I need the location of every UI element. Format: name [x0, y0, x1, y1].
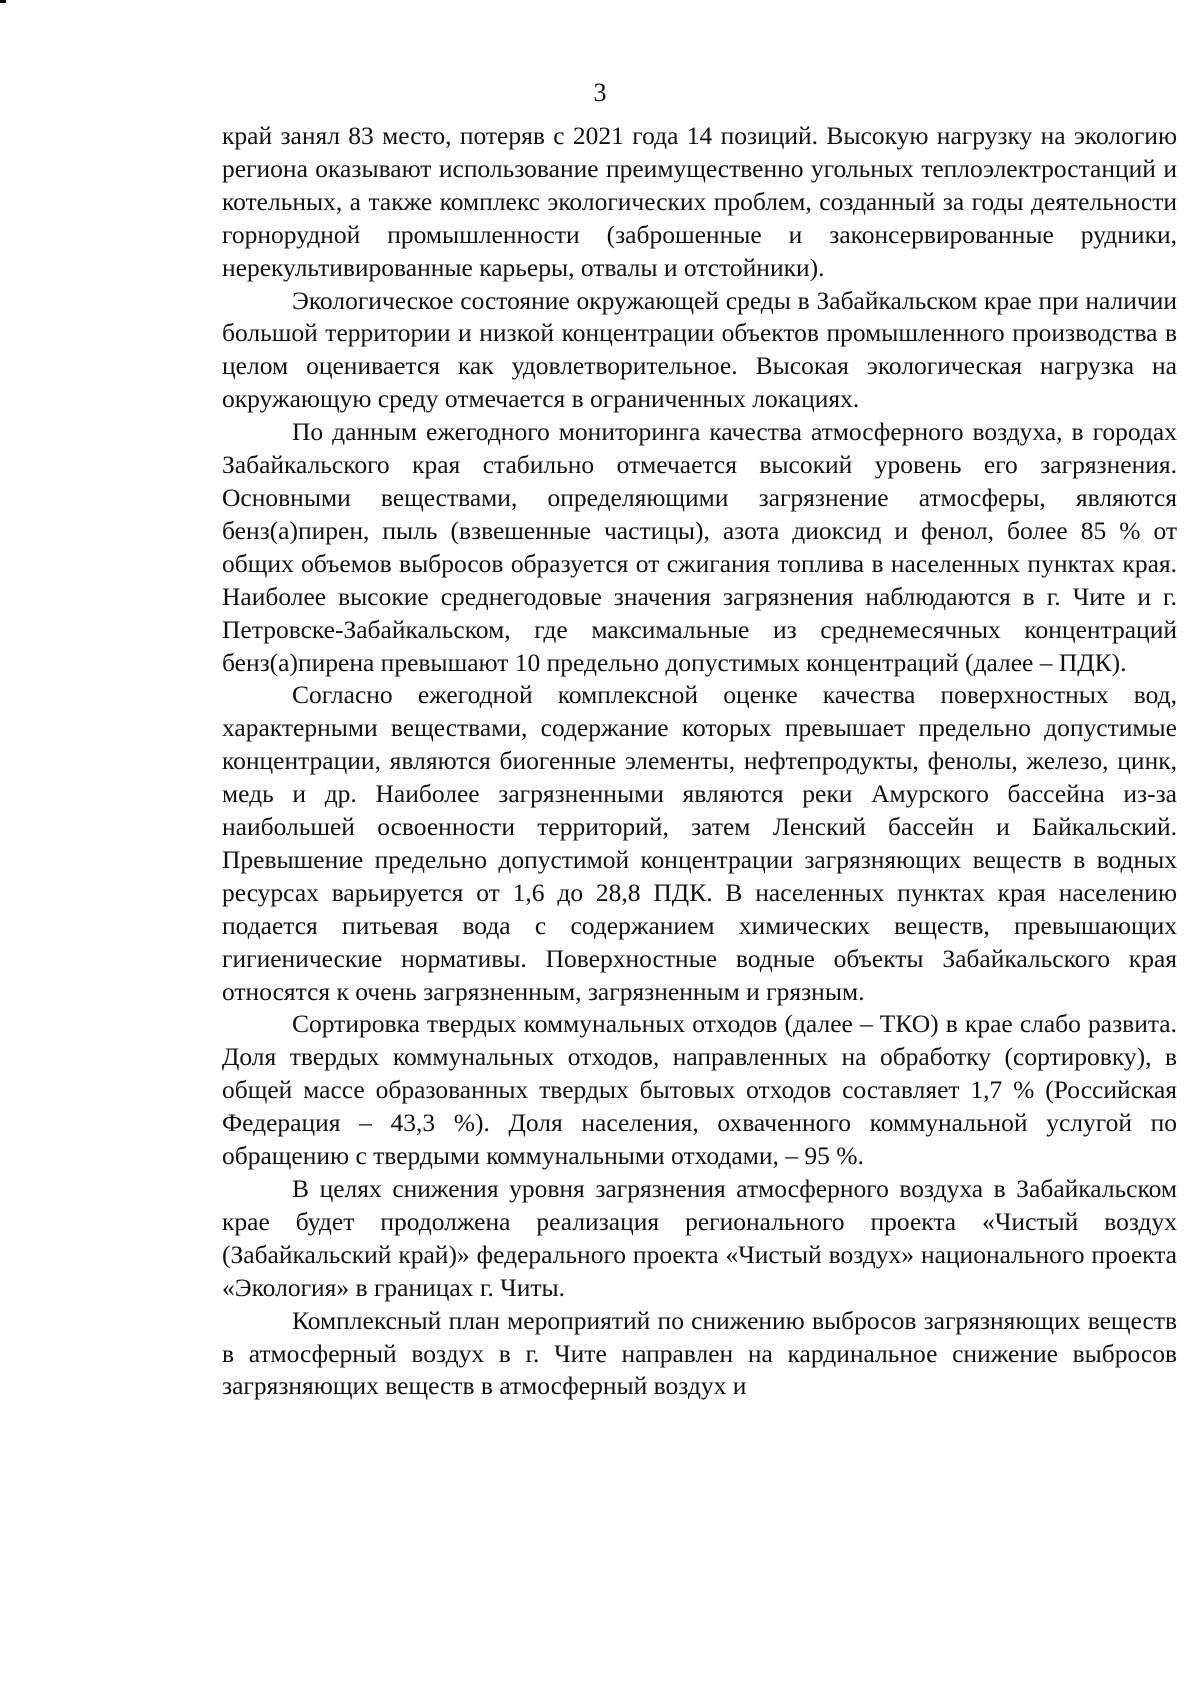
- paragraph-6: В целях снижения уровня загрязнения атмосферного воздуха в Забайкальском крае будет продолжена реализация регионального проекта «Чистый воздух (Забайкальский край)» федерального проекта «Чистый воздух» национального проекта «Экология» в границах г. Читы.: [222, 1174, 1177, 1302]
- paragraph-7: Комплексный план мероприятий по снижению выбросов загрязняющих веществ в атмосферный воздух в г. Чите направлен на кардинальное снижение выбросов загрязняющих веществ в атмосферный воздух и: [222, 1305, 1177, 1401]
- paragraph-3: По данным ежегодного мониторинга качества атмосферного воздуха, в городах Забайкальского края стабильно отмечается высокий уровень его загрязнения. Основными веществами, определяющими загрязнение атмосферы, являются бенз(а)пирен, пыль (взвешенные частицы), азота диоксид и фенол, более 85 % от общих объемов выбросов образуется от сжигания топлива в населенных пунктах края. Наиболее высокие среднегодовые значения загрязнения наблюдаются в г. Чите и г. Петровске-Забайкальском, где максимальные из среднемесячных концентраций бенз(а)пирена превышают 10 предельно допустимых концентраций (далее – ПДК).: [222, 417, 1177, 677]
- paragraph-4: Согласно ежегодной комплексной оценке качества поверхностных вод, характерными веществами, содержание которых превышает предельно допустимые концентрации, являются биогенные элементы, нефтепродукты, фенолы, железо, цинк, медь и др. Наиболее загрязненными являются реки Амурского бассейна из-за наибольшей освоенности территорий, затем Ленский бассейн и Байкальский. Превышение предельно допустимой концентрации загрязняющих веществ в водных ресурсах варьируется от 1,6 до 28,8 ПДК. В населенных пунктах края населению подается питьевая вода с содержанием химических веществ, превышающих гигиенические нормативы. Поверхностные водные объекты Забайкальского края относятся к очень загрязненным, загрязненным и грязным.: [222, 680, 1177, 1006]
- scan-corner-mark: [0, 0, 6, 3]
- paragraph-1: край занял 83 место, потеряв с 2021 года 14 позиций. Высокую нагрузку на экологию региона оказывают использование преимущественно угольных теплоэлектростанций и котельных, а также комплекс экологических проблем, созданный за годы деятельности горнорудной промышленности (заброшенные и законсервированные рудники, нерекультивированные карьеры, отвалы и отстойники).: [222, 121, 1177, 282]
- paragraph-2: Экологическое состояние окружающей среды в Забайкальском крае при наличии большой территории и низкой концентрации объектов промышленного производства в целом оценивается как удовлетворительное. Высокая экологическая нагрузка на окружающую среду отмечается в ограниченных локациях.: [222, 285, 1177, 414]
- paragraph-5: Сортировка твердых коммунальных отходов (далее – ТКО) в крае слабо развита. Доля твердых коммунальных отходов, направленных на обработку (сортировку), в общей массе образованных твердых бытовых отходов составляет 1,7 % (Российская Федерация – 43,3 %). Доля населения, охваченного коммунальной услугой по обращению с твердыми коммунальными отходами, – 95 %.: [222, 1009, 1177, 1171]
- document-body: [222, 120, 1177, 1403]
- page-number: 3: [593, 78, 607, 107]
